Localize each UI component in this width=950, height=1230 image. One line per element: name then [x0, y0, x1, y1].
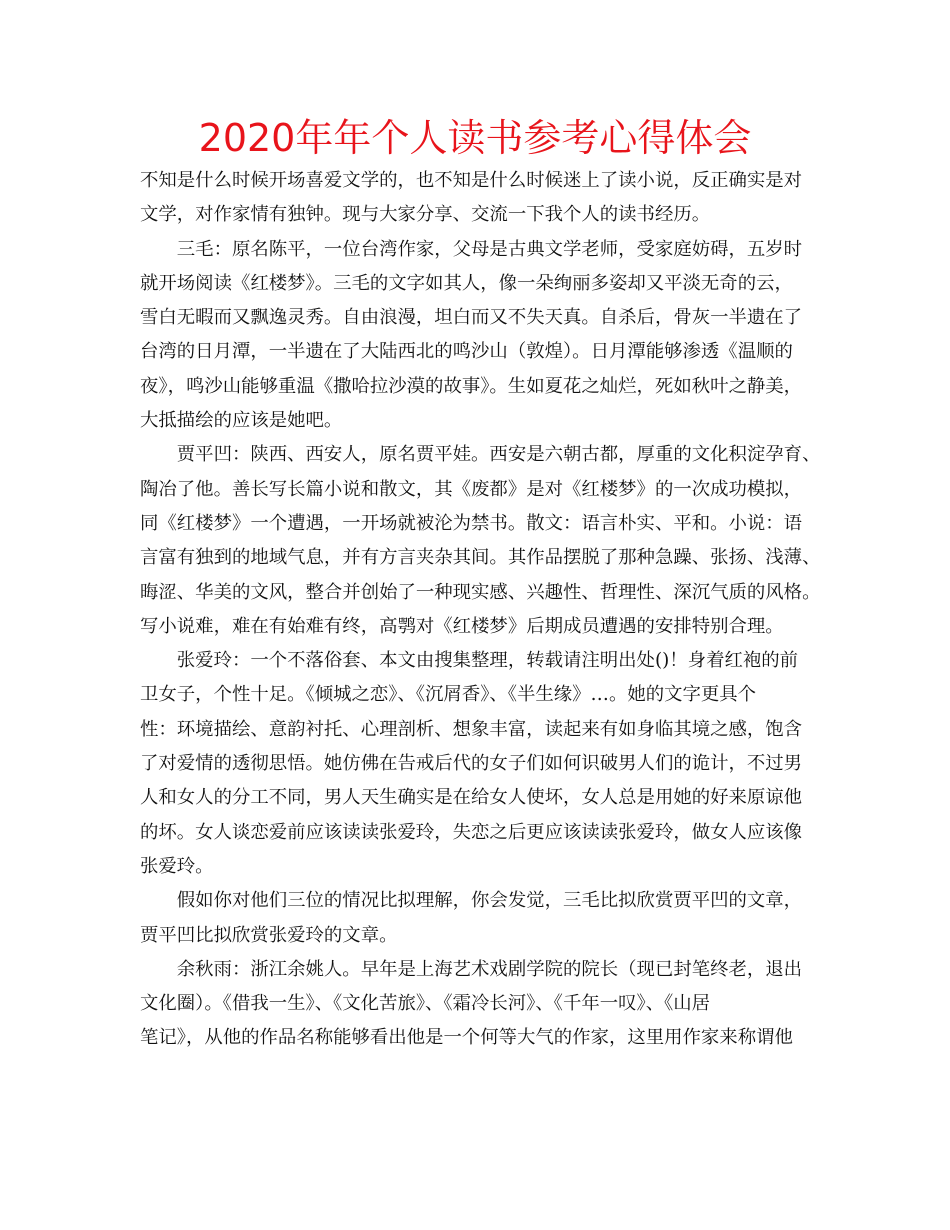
text-line: 张爱玲。 [140, 855, 214, 877]
text-line: 余秋雨：浙江余姚人。早年是上海艺术戏剧学院的院长（现已封笔终老，退出 [140, 958, 803, 980]
text-line: 张爱玲：一个不落俗套、本文由搜集整理，转载请注明出处()！身着红袍的前 [140, 650, 799, 672]
text-line: 三毛：原名陈平，一位台湾作家，父母是古典文学老师，受家庭妨碍，五岁时 [140, 238, 803, 260]
text-line: 不知是什么时候开场喜爱文学的，也不知是什么时候迷上了读小说，反正确实是对 [140, 170, 803, 191]
text-line: 人和女人的分工不同，男人天生确实是在给女人使坏，女人总是用她的好来原谅他 [140, 787, 803, 809]
text-line: 同《红楼梦》一个遭遇，一开场就被沦为禁书。散文：语言朴实、平和。小说：语 [140, 512, 803, 534]
document-body [140, 164, 830, 1056]
document-title: 2020年年个人读书参考心得体会 [198, 116, 752, 160]
text-line: 卫女子，个性十足。《倾城之恋》、《沉屑香》、《半生缘》…。她的文字更具个 [140, 684, 757, 706]
text-line: 言富有独到的地域气息，并有方言夹杂其间。其作品摆脱了那种急躁、张扬、浅薄、 [140, 547, 821, 569]
text-line: 雪白无暇而又飘逸灵秀。自由浪漫，坦白而又不失天真。自杀后，骨灰一半遗在了 [140, 307, 803, 329]
text-line: 了对爱情的透彻思悟。她仿佛在告戒后代的女子们如何识破男人们的诡计，不过男 [140, 753, 803, 775]
text-line: 就开场阅读《红楼梦》。三毛的文字如其人，像一朵绚丽多姿却又平淡无奇的云， [140, 272, 793, 294]
text-line: 性：环境描绘、意韵衬托、心理剖析、想象丰富，读起来有如身临其境之感，饱含 [140, 718, 803, 740]
text-line: 假如你对他们三位的情况比拟理解，你会发觉，三毛比拟欣赏贾平凹的文章， [140, 890, 803, 912]
text-line: 贾平凹：陕西、西安人，原名贾平娃。西安是六朝古都，厚重的文化积淀孕育、 [140, 444, 821, 466]
text-line: 文学，对作家情有独钟。现与大家分享、交流一下我个人的读书经历。 [140, 204, 711, 226]
text-line: 大抵描绘的应该是她吧。 [140, 410, 343, 432]
text-line: 夜》，鸣沙山能够重温《撒哈拉沙漠的故事》。生如夏花之灿烂，死如秋叶之静美， [140, 375, 803, 397]
text-line: 陶冶了他。善长写长篇小说和散文，其《废都》是对《红楼梦》的一次成功模拟， [140, 478, 803, 500]
text-line: 文化圈）。《借我一生》、《文化苦旅》、《霜冷长河》、《千年一叹》、《山居 [140, 993, 711, 1015]
text-line: 晦涩、华美的文风，整合并创始了一种现实感、兴趣性、哲理性、深沉气质的风格。 [140, 581, 821, 603]
text-line: 台湾的日月潭，一半遗在了大陆西北的鸣沙山（敦煌）。日月潭能够渗透《温顺的 [140, 341, 793, 363]
text-line: 的坏。女人谈恋爱前应该读读张爱玲，失恋之后更应该读读张爱玲，做女人应该像 [140, 821, 803, 843]
text-line: 贾平凹比拟欣赏张爱玲的文章。 [140, 924, 398, 946]
text-line: 笔记》，从他的作品名称能够看出他是一个何等大气的作家，这里用作家来称谓他 [140, 1027, 793, 1049]
text-line: 写小说难，难在有始难有终，高鹗对《红楼梦》后期成员遭遇的安排特别合理。 [140, 615, 784, 637]
